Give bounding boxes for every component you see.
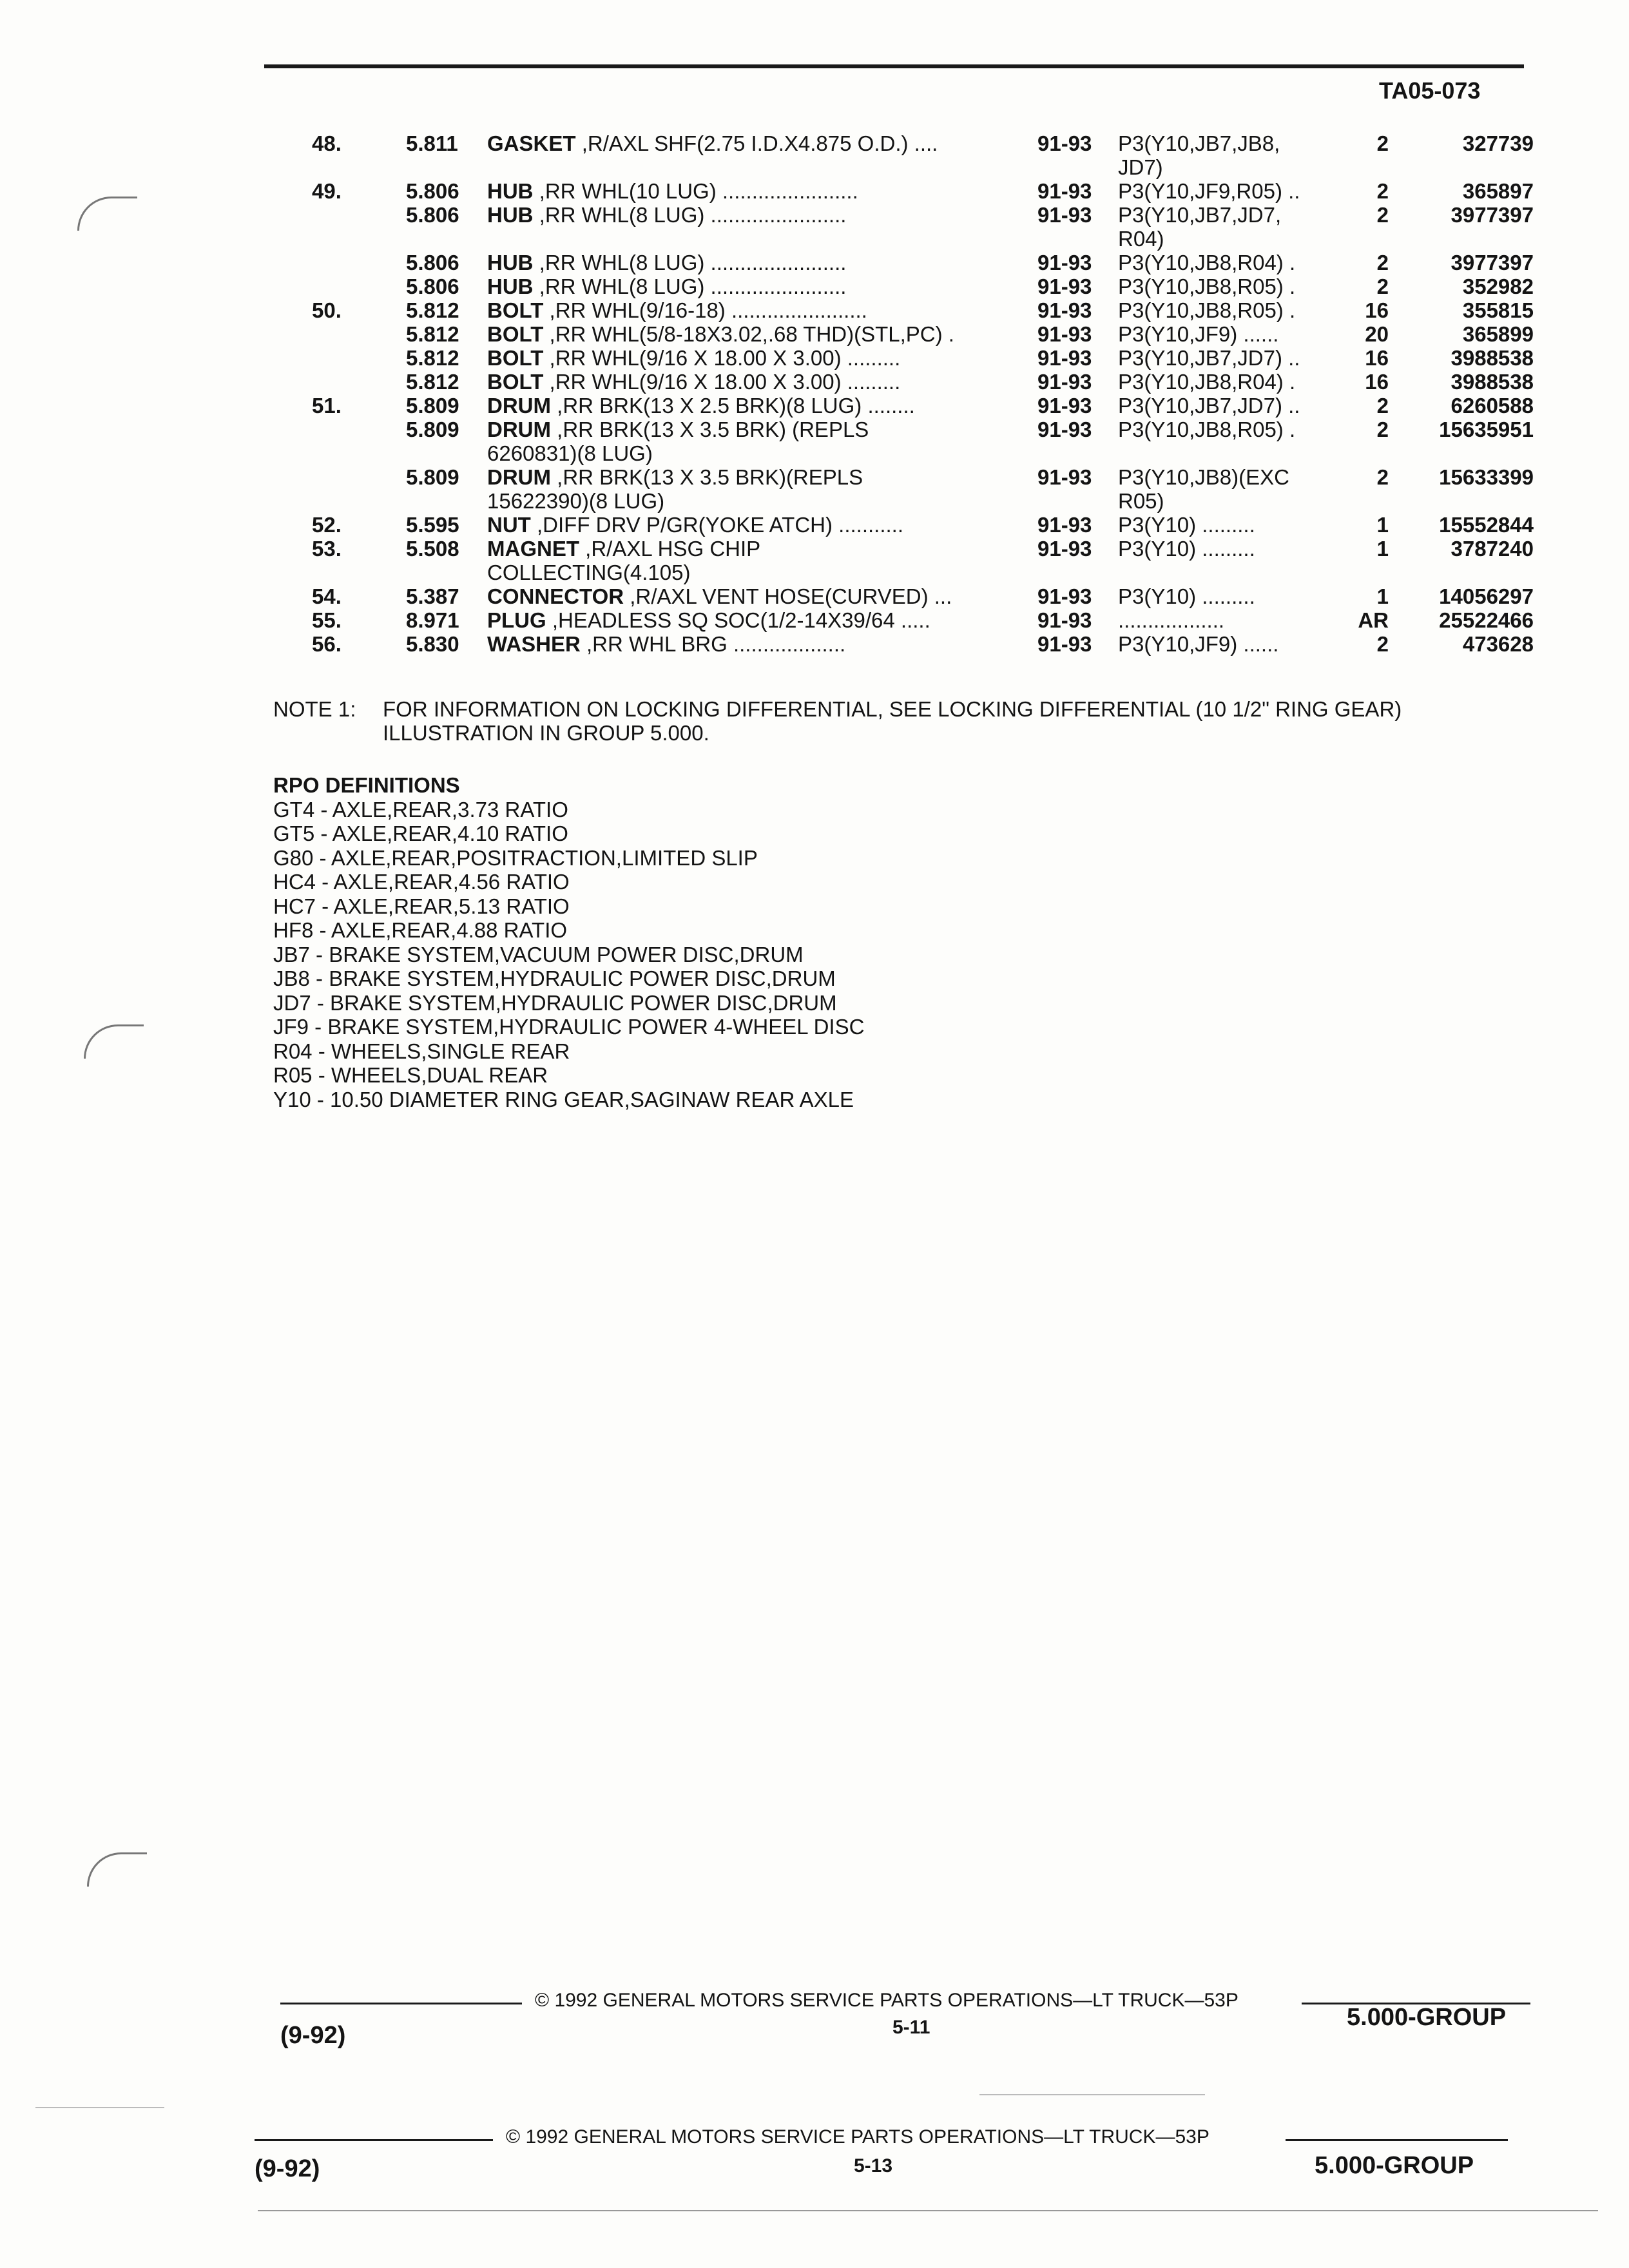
model-years: 91-93 xyxy=(1037,274,1092,298)
part-name: BOLT xyxy=(487,346,544,370)
part-row xyxy=(303,465,1534,489)
footer-copyright: © 1992 GENERAL MOTORS SERVICE PARTS OPERATIONS—LT TRUCK—53P xyxy=(506,2126,1210,2148)
usage-codes: P3(Y10,JF9,R05) .. xyxy=(1118,179,1300,203)
part-description xyxy=(487,441,1331,465)
part-number: 25522466 xyxy=(1439,608,1534,632)
part-number: 3988538 xyxy=(1451,346,1534,370)
quantity: 20 xyxy=(1365,322,1389,346)
rpo-definition: GT5 - AXLE,REAR,4.10 RATIO xyxy=(273,822,568,845)
model-years: 91-93 xyxy=(1037,584,1092,608)
part-name: HUB xyxy=(487,203,534,227)
model-years: 91-93 xyxy=(1037,346,1092,370)
group-number: 5.809 xyxy=(406,465,459,489)
quantity: 2 xyxy=(1376,394,1389,418)
group-number: 5.809 xyxy=(406,418,459,441)
usage-codes: P3(Y10,JB7,JD7) .. xyxy=(1118,394,1300,418)
part-name: DRUM xyxy=(487,418,551,441)
part-row xyxy=(303,131,1534,155)
quantity: 16 xyxy=(1365,346,1389,370)
punch-hole-mark xyxy=(87,1852,147,1887)
part-name: HUB xyxy=(487,251,534,274)
rpo-definition: Y10 - 10.50 DIAMETER RING GEAR,SAGINAW REAR AXLE xyxy=(273,1087,854,1111)
model-years: 91-93 xyxy=(1037,298,1092,322)
model-years: 91-93 xyxy=(1037,203,1092,227)
quantity: 2 xyxy=(1376,179,1389,203)
part-row xyxy=(303,155,1534,179)
part-name: GASKET xyxy=(487,131,576,155)
footer-rule xyxy=(1286,2139,1508,2141)
part-detail: 15622390)(8 LUG) xyxy=(487,489,665,513)
part-name: DRUM xyxy=(487,394,551,418)
footer-page-number: 5-11 xyxy=(892,2017,930,2038)
part-row xyxy=(303,322,1534,346)
usage-codes: P3(Y10,JF9) ...... xyxy=(1118,632,1279,656)
group-number: 5.812 xyxy=(406,370,459,394)
usage-codes: P3(Y10,JB8,R05) . xyxy=(1118,298,1296,322)
part-detail: ,RR WHL(8 LUG) ....................... xyxy=(539,251,847,274)
quantity: AR xyxy=(1358,608,1389,632)
part-detail: ,RR BRK(13 X 3.5 BRK)(REPLS xyxy=(557,465,863,489)
scan-artifact-line xyxy=(979,2094,1205,2095)
part-detail: ,R/AXL SHF(2.75 I.D.X4.875 O.D.) .... xyxy=(581,131,938,155)
part-detail: ,RR WHL(8 LUG) ....................... xyxy=(539,203,847,227)
model-years: 91-93 xyxy=(1037,513,1092,537)
usage-codes: P3(Y10,JB8,R05) . xyxy=(1118,274,1296,298)
rpo-definition: JB8 - BRAKE SYSTEM,HYDRAULIC POWER DISC,DRUM xyxy=(273,966,836,990)
group-number: 5.830 xyxy=(406,632,459,656)
part-number: 327739 xyxy=(1462,131,1534,155)
part-number: 6260588 xyxy=(1451,394,1534,418)
model-years: 91-93 xyxy=(1037,465,1092,489)
footer-group: 5.000-GROUP xyxy=(1315,2152,1474,2179)
rpo-definition: JD7 - BRAKE SYSTEM,HYDRAULIC POWER DISC,DRUM xyxy=(273,990,837,1015)
group-number: 5.806 xyxy=(406,179,459,203)
part-number: 365899 xyxy=(1462,322,1534,346)
note-block xyxy=(273,697,1402,745)
group-number: 5.811 xyxy=(406,131,458,155)
scan-artifact-line xyxy=(35,2107,164,2108)
footer-group: 5.000-GROUP xyxy=(1347,2004,1507,2031)
quantity: 2 xyxy=(1376,632,1389,656)
part-name: BOLT xyxy=(487,322,544,346)
part-detail: ,RR WHL(9/16-18) ....................... xyxy=(549,298,867,322)
quantity: 2 xyxy=(1376,274,1389,298)
part-detail: 6260831)(8 LUG) xyxy=(487,441,653,465)
usage-codes: P3(Y10) ......... xyxy=(1118,537,1255,561)
quantity: 16 xyxy=(1365,298,1389,322)
part-number: 352982 xyxy=(1462,274,1534,298)
part-number: 15633399 xyxy=(1439,465,1534,489)
callout-number: 49. xyxy=(312,179,342,203)
usage-codes: P3(Y10,JB8,R04) . xyxy=(1118,251,1296,274)
part-detail: ,RR WHL(5/8-18X3.02,.68 THD)(STL,PC) . xyxy=(549,322,954,346)
model-years: 91-93 xyxy=(1037,322,1092,346)
part-row xyxy=(303,370,1534,394)
group-number: 5.508 xyxy=(406,537,459,561)
usage-codes: JD7) xyxy=(1118,155,1163,179)
part-number: 3988538 xyxy=(1451,370,1534,394)
group-number: 5.809 xyxy=(406,394,459,418)
note-line-1: FOR INFORMATION ON LOCKING DIFFERENTIAL, SEE LOCKING DIFFERENTIAL (10 1/2" RING GEAR) xyxy=(383,697,1402,721)
punch-hole-mark xyxy=(77,197,137,231)
model-years: 91-93 xyxy=(1037,632,1092,656)
rpo-definition: GT4 - AXLE,REAR,3.73 RATIO xyxy=(273,797,568,822)
part-row xyxy=(303,274,1534,298)
part-detail: ,RR WHL(9/16 X 18.00 X 3.00) ......... xyxy=(549,370,901,394)
quantity: 2 xyxy=(1376,465,1389,489)
document-id: TA05-073 xyxy=(1379,77,1481,104)
rpo-definition: HC7 - AXLE,REAR,5.13 RATIO xyxy=(273,894,570,918)
part-detail: COLLECTING(4.105) xyxy=(487,561,691,584)
part-row xyxy=(303,251,1534,274)
part-number: 355815 xyxy=(1462,298,1534,322)
note-label: NOTE 1: xyxy=(273,697,356,721)
rpo-heading: RPO DEFINITIONS xyxy=(273,773,460,797)
model-years: 91-93 xyxy=(1037,418,1092,441)
quantity: 2 xyxy=(1376,203,1389,227)
part-name: MAGNET xyxy=(487,537,579,561)
part-row xyxy=(303,632,1534,656)
callout-number: 52. xyxy=(312,513,342,537)
part-number: 3787240 xyxy=(1451,537,1534,561)
usage-codes: P3(Y10) ......... xyxy=(1118,513,1255,537)
part-row xyxy=(303,489,1534,513)
part-detail: ,RR WHL(8 LUG) ....................... xyxy=(539,274,847,298)
quantity: 1 xyxy=(1376,584,1389,608)
part-row xyxy=(303,537,1534,561)
part-row xyxy=(303,584,1534,608)
part-description xyxy=(487,561,1331,584)
rpo-definition: G80 - AXLE,REAR,POSITRACTION,LIMITED SLIP xyxy=(273,845,758,870)
quantity: 2 xyxy=(1376,131,1389,155)
part-row xyxy=(303,441,1534,465)
rpo-definition: JB7 - BRAKE SYSTEM,VACUUM POWER DISC,DRUM xyxy=(273,942,804,966)
model-years: 91-93 xyxy=(1037,537,1092,561)
parts-table xyxy=(303,131,1534,656)
part-number: 14056297 xyxy=(1439,584,1534,608)
footer-copyright: © 1992 GENERAL MOTORS SERVICE PARTS OPERATIONS—LT TRUCK—53P xyxy=(535,1990,1239,2011)
part-detail: ,RR BRK(13 X 3.5 BRK) (REPLS xyxy=(557,418,869,441)
part-detail: ,RR WHL(10 LUG) ....................... xyxy=(539,179,858,203)
part-row xyxy=(303,394,1534,418)
callout-number: 51. xyxy=(312,394,342,418)
rpo-definition: JF9 - BRAKE SYSTEM,HYDRAULIC POWER 4-WHEEL DISC xyxy=(273,1015,865,1039)
usage-codes: P3(Y10,JB8)(EXC xyxy=(1118,465,1289,489)
rpo-definition: HF8 - AXLE,REAR,4.88 RATIO xyxy=(273,918,568,942)
part-row xyxy=(303,227,1534,251)
part-name: HUB xyxy=(487,274,534,298)
usage-codes: P3(Y10,JB7,JD7) .. xyxy=(1118,346,1300,370)
part-number: 15635951 xyxy=(1439,418,1534,441)
group-number: 5.595 xyxy=(406,513,459,537)
callout-number: 55. xyxy=(312,608,342,632)
usage-codes: R04) xyxy=(1118,227,1164,251)
part-name: BOLT xyxy=(487,370,544,394)
part-row xyxy=(303,418,1534,441)
part-detail: ,RR WHL BRG ................... xyxy=(586,632,846,656)
group-number: 5.387 xyxy=(406,584,459,608)
model-years: 91-93 xyxy=(1037,131,1092,155)
group-number: 8.971 xyxy=(406,608,459,632)
model-years: 91-93 xyxy=(1037,394,1092,418)
usage-codes: R05) xyxy=(1118,489,1164,513)
callout-number: 48. xyxy=(312,131,342,155)
part-row xyxy=(303,179,1534,203)
header-rule xyxy=(264,64,1524,68)
usage-codes: P3(Y10) ......... xyxy=(1118,584,1255,608)
part-name: PLUG xyxy=(487,608,546,632)
rpo-list xyxy=(273,798,864,1112)
group-number: 5.806 xyxy=(406,203,459,227)
part-row xyxy=(303,346,1534,370)
usage-codes: P3(Y10,JB8,R05) . xyxy=(1118,418,1296,441)
footer-rule xyxy=(255,2139,493,2141)
model-years: 91-93 xyxy=(1037,179,1092,203)
group-number: 5.812 xyxy=(406,346,459,370)
part-number: 3977397 xyxy=(1451,203,1534,227)
part-number: 473628 xyxy=(1462,632,1534,656)
part-number: 3977397 xyxy=(1451,251,1534,274)
rpo-definition: R04 - WHEELS,SINGLE REAR xyxy=(273,1039,570,1063)
usage-codes: P3(Y10,JB8,R04) . xyxy=(1118,370,1296,394)
callout-number: 53. xyxy=(312,537,342,561)
part-row xyxy=(303,561,1534,584)
footer-rule xyxy=(280,2003,522,2004)
part-name: DRUM xyxy=(487,465,551,489)
rpo-definition: HC4 - AXLE,REAR,4.56 RATIO xyxy=(273,870,570,894)
quantity: 16 xyxy=(1365,370,1389,394)
footer-page-number: 5-13 xyxy=(854,2155,893,2177)
quantity: 2 xyxy=(1376,251,1389,274)
part-name: CONNECTOR xyxy=(487,584,624,608)
part-name: BOLT xyxy=(487,298,544,322)
part-name: NUT xyxy=(487,513,531,537)
group-number: 5.812 xyxy=(406,298,459,322)
part-number: 365897 xyxy=(1462,179,1534,203)
punch-hole-mark xyxy=(84,1024,144,1059)
model-years: 91-93 xyxy=(1037,608,1092,632)
scan-artifact-line xyxy=(258,2210,1598,2211)
part-detail: ,DIFF DRV P/GR(YOKE ATCH) ........... xyxy=(537,513,904,537)
note-line-2: ILLUSTRATION IN GROUP 5.000. xyxy=(383,721,709,745)
usage-codes: P3(Y10,JF9) ...... xyxy=(1118,322,1279,346)
footer-date: (9-92) xyxy=(280,2022,346,2049)
part-row xyxy=(303,298,1534,322)
part-detail: ,R/AXL VENT HOSE(CURVED) ... xyxy=(630,584,952,608)
part-name: HUB xyxy=(487,179,534,203)
footer-date: (9-92) xyxy=(255,2155,320,2182)
part-row xyxy=(303,203,1534,227)
model-years: 91-93 xyxy=(1037,370,1092,394)
rpo-definitions xyxy=(273,773,864,1111)
part-number: 15552844 xyxy=(1439,513,1534,537)
quantity: 1 xyxy=(1376,537,1389,561)
callout-number: 56. xyxy=(312,632,342,656)
part-name: WASHER xyxy=(487,632,581,656)
rpo-definition: R05 - WHEELS,DUAL REAR xyxy=(273,1063,548,1087)
quantity: 2 xyxy=(1376,418,1389,441)
part-row xyxy=(303,608,1534,632)
model-years: 91-93 xyxy=(1037,251,1092,274)
group-number: 5.806 xyxy=(406,274,459,298)
part-row xyxy=(303,513,1534,537)
usage-codes: P3(Y10,JB7,JB8, xyxy=(1118,131,1280,155)
part-detail: ,HEADLESS SQ SOC(1/2-14X39/64 ..... xyxy=(552,608,930,632)
part-detail: ,RR WHL(9/16 X 18.00 X 3.00) ......... xyxy=(549,346,901,370)
part-detail: ,R/AXL HSG CHIP xyxy=(585,537,761,561)
usage-codes: .................. xyxy=(1118,608,1225,632)
group-number: 5.812 xyxy=(406,322,459,346)
quantity: 1 xyxy=(1376,513,1389,537)
part-detail: ,RR BRK(13 X 2.5 BRK)(8 LUG) ........ xyxy=(557,394,915,418)
callout-number: 50. xyxy=(312,298,342,322)
group-number: 5.806 xyxy=(406,251,459,274)
usage-codes: P3(Y10,JB7,JD7, xyxy=(1118,203,1282,227)
callout-number: 54. xyxy=(312,584,342,608)
